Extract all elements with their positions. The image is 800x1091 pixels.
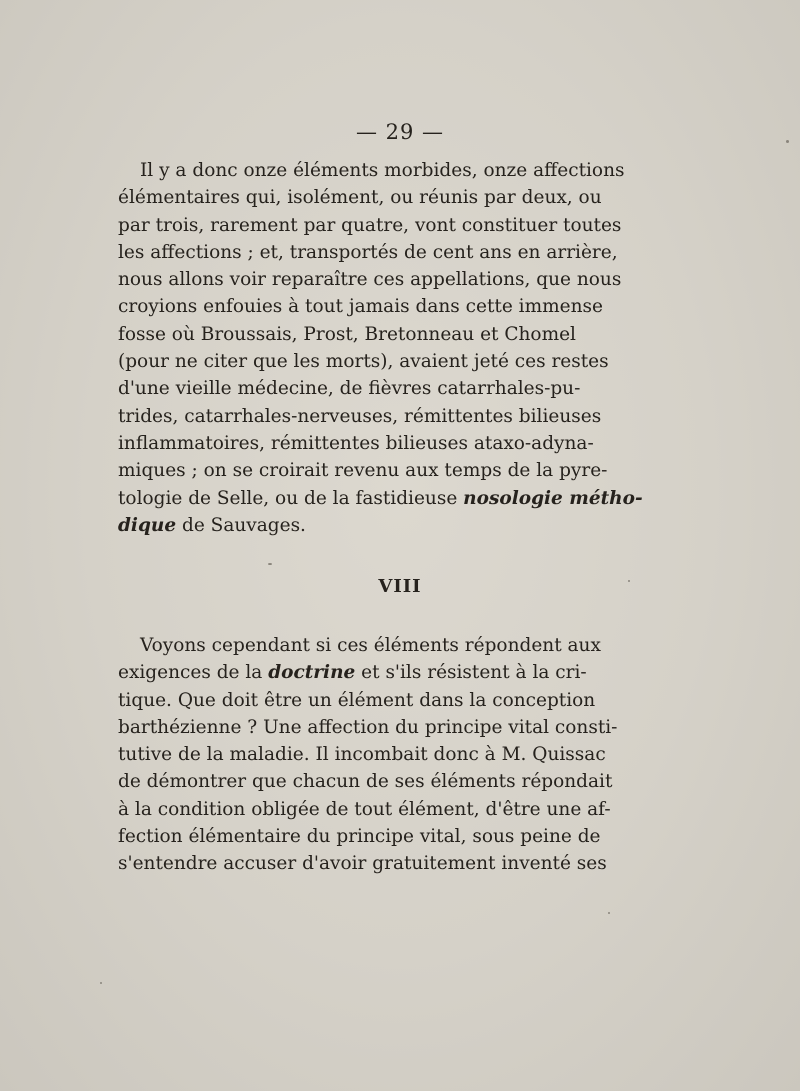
text-line: trides, catarrhales-nerveuses, rémittentes bilieuses (118, 405, 602, 427)
italic-text: dique (118, 514, 177, 536)
text-line: croyions enfouies à tout jamais dans cette immense (118, 296, 603, 318)
text-line: Voyons cependant si ces éléments répondent aux (140, 635, 601, 656)
text-line: nous allons voir reparaître ces appellations, que nous (118, 269, 622, 291)
text-line: barthézienne ? Une affection du principe vital consti- (118, 716, 618, 738)
text-line-with-italic (118, 485, 643, 512)
text-line-with-italic (118, 512, 532, 539)
text-segment: tologie de Selle, ou de la fastidieuse (118, 487, 458, 509)
text-line: fosse où Broussais, Prost, Bretonneau et Chomel (118, 323, 576, 345)
text-line: (pour ne citer que les morts), avaient jeté ces restes (118, 351, 609, 373)
text-line: les affections ; et, transportés de cent ans en arrière, (118, 241, 618, 263)
paper-speck (268, 563, 272, 565)
text-segment: et s'ils résistent à la cri- (355, 662, 587, 684)
text-line: inflammatoires, rémittentes bilieuses ataxo-adyna- (118, 432, 594, 454)
italic-text: nosologie métho- (463, 487, 643, 509)
text-line: Il y a donc onze éléments morbides, onze affections (140, 160, 625, 181)
text-line: élémentaires qui, isolément, ou réunis par deux, ou (118, 187, 602, 209)
text-segment: exigences de la (118, 662, 263, 684)
paragraph-2 (118, 632, 618, 878)
paper-speck (100, 982, 102, 984)
text-line: fection élémentaire du principe vital, sous peine de (118, 826, 601, 848)
italic-text: doctrine (268, 662, 356, 684)
text-line: tique. Que doit être un élément dans la conception (118, 689, 596, 711)
text-line: par trois, rarement par quatre, vont constituer toutes (118, 214, 622, 236)
paper-speck (608, 912, 610, 914)
paper-speck (628, 580, 630, 582)
paper-speck (786, 140, 789, 143)
text-line: s'entendre accuser d'avoir gratuitement inventé ses (118, 853, 607, 875)
page-number: — 29 — (355, 120, 445, 144)
text-line: à la condition obligée de tout élément, d'être une af- (118, 798, 611, 820)
paragraph-1 (118, 157, 643, 539)
text-segment: de Sauvages. (176, 514, 306, 536)
text-line: tutive de la maladie. Il incombait donc à M. Quissac (118, 744, 606, 766)
text-line: miques ; on se croirait revenu aux temps de la pyre- (118, 460, 608, 482)
text-line: d'une vieille médecine, de fièvres catarrhales-pu- (118, 378, 581, 400)
text-line: de démontrer que chacun de ses éléments répondait (118, 771, 613, 793)
text-line-with-italic (118, 659, 587, 686)
section-heading: VIII (378, 576, 422, 597)
